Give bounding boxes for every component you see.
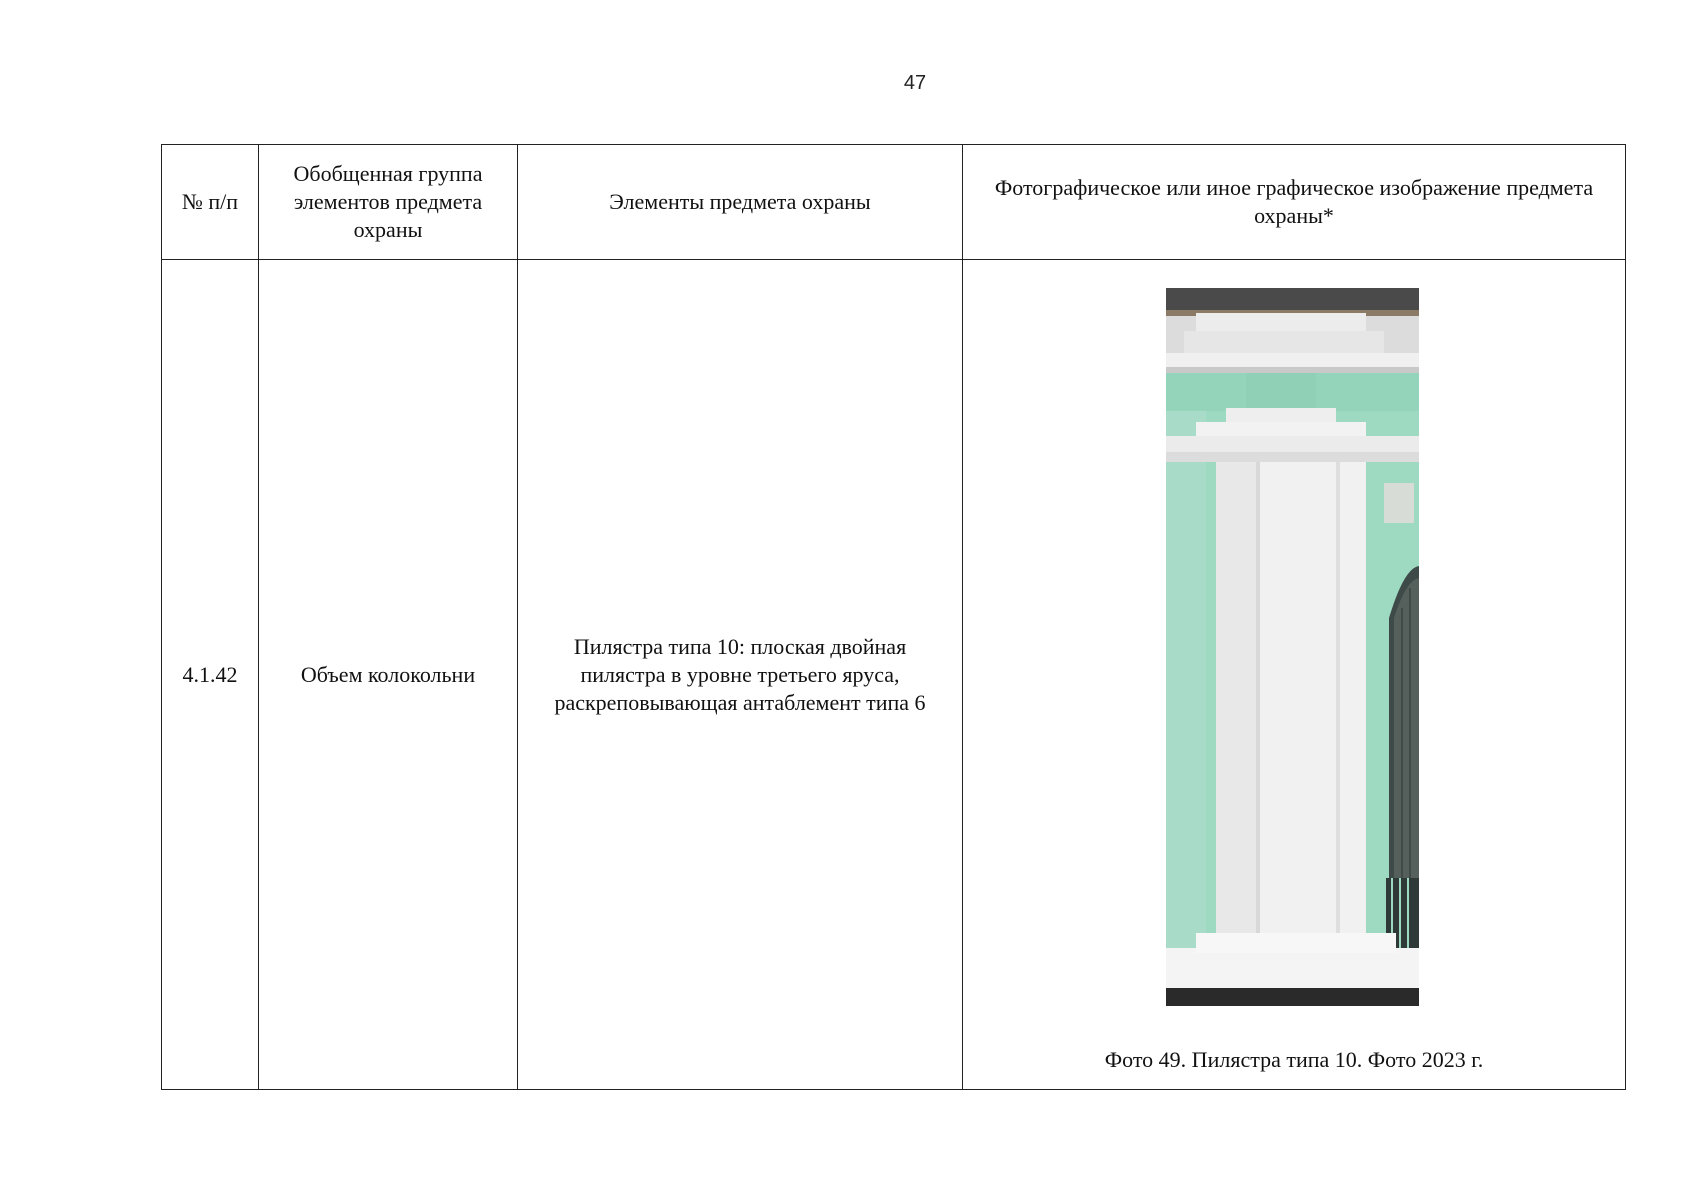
table-row (162, 260, 1626, 1090)
photo-caption: Фото 49. Пилястра типа 10. Фото 2023 г. (1104, 1047, 1484, 1072)
header-number: № п/п (162, 145, 259, 260)
row-photo-cell (963, 260, 1626, 1090)
page-number: 47 (903, 72, 927, 94)
pilaster-photo (1166, 288, 1419, 1006)
table-header-row (162, 145, 1626, 260)
header-elements: Элементы предмета охраны (518, 145, 963, 260)
row-number: 4.1.42 (162, 260, 259, 1090)
row-group: Объем колокольни (259, 260, 518, 1090)
header-image: Фотографическое или иное графическое изображение предмета охраны* (963, 145, 1626, 260)
protection-subject-table (161, 144, 1626, 1090)
row-element: Пилястра типа 10: плоская двойная пилястра в уровне третьего яруса, раскреповывающая антаблемент типа 6 (518, 260, 963, 1090)
header-group: Обобщенная группа элементов предмета охраны (259, 145, 518, 260)
